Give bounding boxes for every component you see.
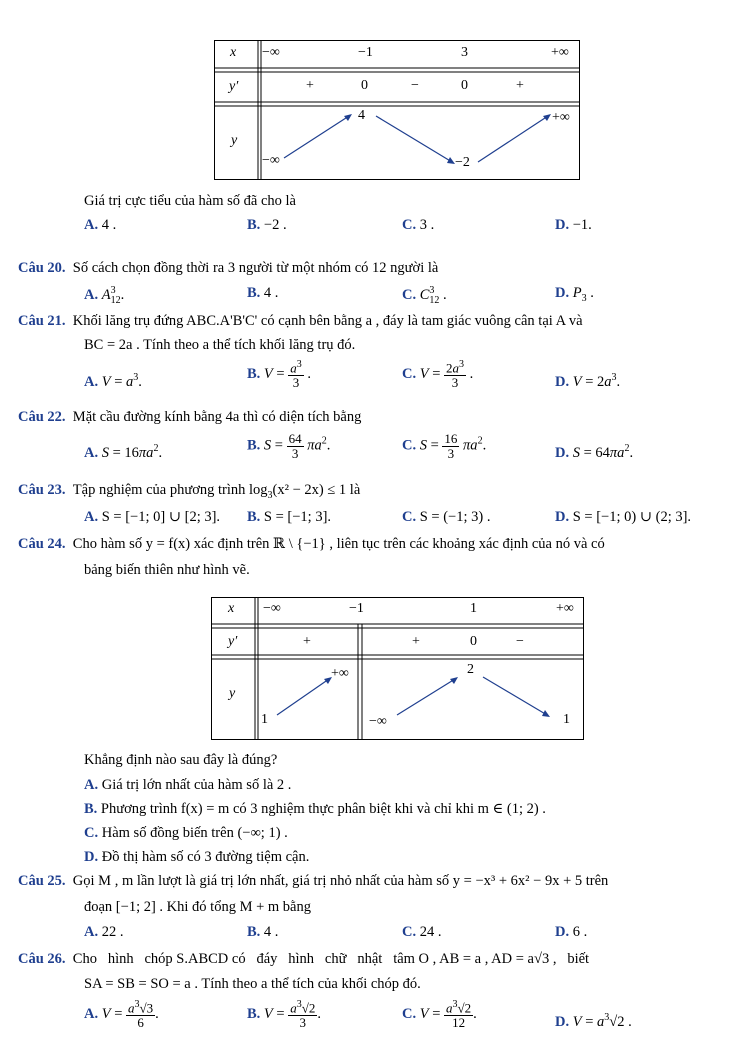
option-key: D. bbox=[555, 373, 570, 390]
option-key: A. bbox=[84, 217, 99, 233]
question-text-line1: Gọi M , m lần lượt là giá trị lớn nhất, giá trị nhỏ nhất của hàm số y = −x³ + 6x² − 9x + 5 trên bbox=[72, 873, 609, 889]
option-key: B. bbox=[247, 1006, 261, 1023]
t1-yp-2: 0 bbox=[361, 78, 368, 93]
q25-option-a[interactable] bbox=[84, 924, 123, 941]
q25-stem bbox=[18, 873, 608, 890]
q20-stem bbox=[18, 260, 438, 277]
t2-y-neg-inf: −∞ bbox=[369, 714, 387, 729]
question-number: Câu 20. bbox=[18, 260, 66, 276]
t2-y-pos-inf: +∞ bbox=[331, 666, 349, 681]
t1-x-pos-inf: +∞ bbox=[551, 45, 569, 60]
q24-stem-line2: bảng biến thiên như hình vẽ. bbox=[84, 562, 250, 578]
log-base: 3 bbox=[267, 489, 273, 501]
option-sub: 3 bbox=[581, 292, 587, 304]
option-key: B. bbox=[247, 366, 261, 383]
option-sup: 3 bbox=[110, 285, 116, 296]
question-number: Câu 24. bbox=[18, 536, 66, 552]
option-text: 24 . bbox=[419, 924, 442, 940]
q19-option-b[interactable] bbox=[247, 217, 287, 234]
t2-x-minus1: −1 bbox=[349, 601, 364, 616]
t1-yp-label: y′ bbox=[229, 79, 239, 94]
t1-y-minus2: −2 bbox=[455, 155, 470, 170]
option-key: A. bbox=[84, 777, 99, 793]
q24-option-c[interactable] bbox=[84, 825, 288, 842]
q21-stem bbox=[18, 313, 583, 330]
option-text: 6 . bbox=[572, 924, 588, 940]
q20-option-d[interactable] bbox=[555, 285, 594, 304]
t2-x-pos-inf: +∞ bbox=[556, 601, 574, 616]
option-key: D. bbox=[555, 444, 570, 461]
option-key: C. bbox=[402, 217, 417, 233]
q23-stem bbox=[18, 482, 360, 501]
question-text-tail: (x² − 2x) ≤ 1 là bbox=[272, 482, 361, 498]
q26-stem-line2: SA = SB = SO = a . Tính theo a thể tích của khối chóp đó. bbox=[84, 976, 421, 992]
option-text: 4 . bbox=[263, 285, 279, 301]
t1-x-neg-inf: −∞ bbox=[262, 45, 280, 60]
option-text: P bbox=[572, 285, 582, 301]
question-number: Câu 25. bbox=[18, 873, 66, 889]
q26-option-a[interactable]: A. V = $\frac{a^3√3}{6}$ . bbox=[84, 999, 159, 1030]
t1-x-label: x bbox=[230, 45, 237, 60]
q25-option-b[interactable] bbox=[247, 924, 278, 941]
option-key: A. bbox=[84, 1006, 99, 1023]
question-number: Câu 22. bbox=[18, 409, 66, 425]
question-text-line1: Cho hàm số y = f(x) xác định trên ℝ \ {−1} , liên tục trên các khoảng xác định của nó và có bbox=[72, 536, 605, 552]
q24-option-a[interactable] bbox=[84, 777, 291, 794]
t2-yp-2: + bbox=[412, 634, 420, 649]
option-sup: 3 bbox=[429, 285, 435, 296]
option-text: Phương trình f(x) = m có 3 nghiệm thực phân biệt khi và chỉ khi m ∈ (1; 2) . bbox=[100, 801, 546, 817]
q20-option-b[interactable] bbox=[247, 285, 278, 302]
option-text: 4 . bbox=[263, 924, 279, 940]
option-key: A. bbox=[84, 286, 99, 303]
option-text: 22 . bbox=[101, 924, 124, 940]
t1-y-neg-inf: −∞ bbox=[262, 153, 280, 168]
option-text: Hàm số đồng biến trên (−∞; 1) . bbox=[101, 825, 288, 841]
t2-y-1-right: 1 bbox=[563, 712, 570, 727]
t2-x-label: x bbox=[228, 601, 235, 616]
t1-x-3: 3 bbox=[461, 45, 468, 60]
q25-option-d[interactable] bbox=[555, 924, 587, 941]
t1-y-label: y bbox=[231, 133, 238, 148]
option-text: 3 . bbox=[419, 217, 435, 233]
q19-option-c[interactable] bbox=[402, 217, 434, 234]
option-key: B. bbox=[247, 437, 261, 454]
t2-yp-3: 0 bbox=[470, 634, 477, 649]
option-key: C. bbox=[402, 509, 417, 525]
q26-option-c[interactable]: C. V = $\frac{a^3√2}{12}$ . bbox=[402, 999, 477, 1030]
option-key: B. bbox=[247, 285, 261, 301]
q21-option-b[interactable]: B. V = $\frac{a^3}{3}$ . bbox=[247, 359, 311, 390]
option-key: D. bbox=[555, 1013, 570, 1030]
q22-option-d[interactable]: D. $S = 64\pi a^2$. bbox=[555, 443, 634, 461]
option-text: S = (−1; 3) . bbox=[419, 509, 491, 525]
q19-stem: Giá trị cực tiểu của hàm số đã cho là bbox=[84, 193, 296, 209]
q19-option-d[interactable] bbox=[555, 217, 592, 234]
question-text: Mặt cầu đường kính bằng 4a thì có diện tích bằng bbox=[72, 409, 362, 425]
option-key: D. bbox=[555, 285, 570, 301]
question-number: Câu 23. bbox=[18, 482, 66, 498]
option-key: C. bbox=[402, 286, 417, 303]
option-key: B. bbox=[247, 509, 261, 525]
t1-yp-4: 0 bbox=[461, 78, 468, 93]
q19-option-a[interactable] bbox=[84, 217, 116, 234]
option-tail: . bbox=[439, 286, 447, 303]
q23-option-a[interactable] bbox=[84, 509, 220, 526]
q23-option-d[interactable] bbox=[555, 509, 691, 526]
question-number: Câu 26. bbox=[18, 951, 66, 967]
q26-option-b[interactable]: B. V = $\frac{a^3√2}{3}$ . bbox=[247, 999, 321, 1030]
q26-option-d[interactable]: D. $V = a^3√2$ . bbox=[555, 1012, 632, 1030]
option-text: Giá trị lớn nhất của hàm số là 2 . bbox=[101, 777, 292, 793]
option-text: 4 . bbox=[101, 217, 117, 233]
q20-option-a[interactable] bbox=[84, 285, 124, 306]
option-text: −2 . bbox=[263, 217, 287, 233]
option-key: C. bbox=[402, 924, 417, 940]
t1-y-4: 4 bbox=[358, 108, 365, 123]
t2-y-2: 2 bbox=[467, 662, 474, 677]
q25-option-c[interactable] bbox=[402, 924, 441, 941]
option-key: C. bbox=[402, 1006, 417, 1023]
q21-option-c[interactable]: C. V = $\frac{2a^3}{3}$ . bbox=[402, 359, 474, 390]
t2-y-1-left: 1 bbox=[261, 712, 268, 727]
t1-yp-3: − bbox=[411, 78, 419, 93]
question-text: Tập nghiệm của phương trình log bbox=[72, 482, 268, 498]
option-key: B. bbox=[247, 924, 261, 940]
option-key: B. bbox=[247, 217, 261, 233]
q24-option-b[interactable] bbox=[84, 801, 546, 818]
t2-x-neg-inf: −∞ bbox=[263, 601, 281, 616]
option-key: C. bbox=[402, 437, 417, 454]
q21-stem-line2: BC = 2a . Tính theo a thể tích khối lăng trụ đó. bbox=[84, 337, 356, 353]
q20-option-c[interactable] bbox=[402, 285, 447, 306]
option-key: A. bbox=[84, 444, 99, 461]
q22-option-a[interactable]: A. $S = 16\pi a^2$. bbox=[84, 443, 163, 461]
option-tail: . bbox=[120, 286, 125, 303]
q21-option-a[interactable]: A. $V = a^3$. bbox=[84, 372, 142, 390]
t2-x-1: 1 bbox=[470, 601, 477, 616]
option-text: Đồ thị hàm số có 3 đường tiệm cận. bbox=[101, 849, 310, 865]
q26-stem bbox=[18, 951, 589, 968]
t2-yp-label: y′ bbox=[228, 634, 238, 649]
t2-y-label: y bbox=[229, 686, 236, 701]
q23-option-c[interactable] bbox=[402, 509, 490, 526]
q23-option-b[interactable] bbox=[247, 509, 331, 526]
t1-yp-5: + bbox=[516, 78, 524, 93]
t1-y-pos-inf: +∞ bbox=[552, 110, 570, 125]
option-text: S = [−1; 0) ∪ (2; 3]. bbox=[572, 509, 692, 525]
question-text-line1: Khối lăng trụ đứng ABC.A'B'C' có cạnh bên bằng a , đáy là tam giác vuông cân tại A và bbox=[72, 313, 583, 329]
q24-option-d[interactable] bbox=[84, 849, 309, 866]
option-text: −1. bbox=[572, 217, 592, 233]
option-key: D. bbox=[555, 924, 570, 940]
q24-stem bbox=[18, 536, 605, 553]
option-key: D. bbox=[555, 509, 570, 525]
option-text: S = [−1; 3]. bbox=[263, 509, 332, 525]
q22-stem bbox=[18, 409, 361, 426]
option-key: A. bbox=[84, 924, 99, 940]
t1-yp-1: + bbox=[306, 78, 314, 93]
option-sub: 12 bbox=[110, 294, 121, 306]
q22-option-c[interactable]: C. S = $\frac{16}{3}$ $\pi a^2$. bbox=[402, 431, 487, 461]
t2-yp-1: + bbox=[303, 634, 311, 649]
option-sub: 12 bbox=[429, 294, 440, 306]
option-key: C. bbox=[402, 366, 417, 383]
option-key: C. bbox=[84, 825, 99, 841]
q21-option-d[interactable]: D. $V = 2a^3$. bbox=[555, 372, 621, 390]
question-text: Số cách chọn đồng thời ra 3 người từ một nhóm có 12 người là bbox=[72, 260, 439, 276]
option-text: C bbox=[419, 286, 430, 303]
q24-question: Khẳng định nào sau đây là đúng? bbox=[84, 752, 278, 768]
option-text: S = [−1; 0] ∪ [2; 3]. bbox=[101, 509, 221, 525]
option-key: A. bbox=[84, 509, 99, 525]
option-key: D. bbox=[84, 849, 99, 865]
question-number: Câu 21. bbox=[18, 313, 66, 329]
t1-x-minus1: −1 bbox=[358, 45, 373, 60]
option-key: B. bbox=[84, 801, 98, 817]
option-text: A bbox=[101, 286, 111, 303]
t2-yp-4: − bbox=[516, 634, 524, 649]
q22-option-b[interactable]: B. S = $\frac{64}{3}$ $\pi a^2$. bbox=[247, 431, 331, 461]
option-key: A. bbox=[84, 373, 99, 390]
question-text-line1: Cho hình chóp S.ABCD có đáy hình chữ nhật tâm O , AB = a , AD = a√3 , biết bbox=[72, 951, 590, 967]
option-key: D. bbox=[555, 217, 570, 233]
option-tail: . bbox=[586, 285, 594, 301]
q25-stem-line2: đoạn [−1; 2] . Khi đó tổng M + m bằng bbox=[84, 899, 311, 915]
